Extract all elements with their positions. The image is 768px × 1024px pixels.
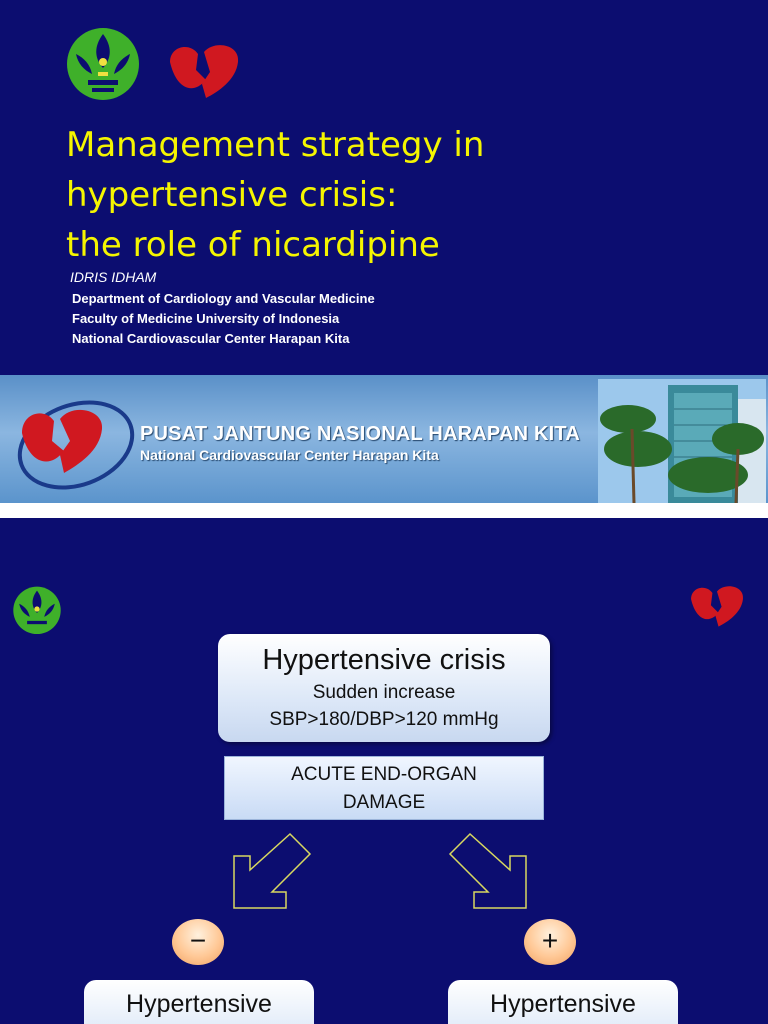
affiliation-line: National Cardiovascular Center Harapan Kita xyxy=(72,331,350,346)
university-indonesia-logo-icon xyxy=(64,24,142,106)
minus-sign-icon: − xyxy=(172,919,224,965)
harapan-kita-heart-logo-icon xyxy=(688,582,746,630)
hypertensive-urgency-box: Hypertensive xyxy=(84,980,314,1024)
arrow-down-left-icon xyxy=(228,830,314,912)
title-line: the role of nicardipine xyxy=(66,225,440,265)
title-line: hypertensive crisis: xyxy=(66,175,398,215)
hypertensive-emergency-box: Hypertensive xyxy=(448,980,678,1024)
slide-separator xyxy=(0,503,768,518)
author-name: IDRIS IDHAM xyxy=(70,269,157,285)
banner-title: PUSAT JANTUNG NASIONAL HARAPAN KITA xyxy=(140,423,580,445)
damage-label-line: ACUTE END-ORGAN xyxy=(291,764,477,785)
banner-heart-logo-icon xyxy=(14,393,138,493)
end-organ-damage-box xyxy=(224,756,544,820)
crisis-title: Hypertensive crisis xyxy=(262,644,506,676)
title-line: Management strategy in xyxy=(66,125,485,165)
arrow-down-right-icon xyxy=(446,830,532,912)
affiliation-line: Department of Cardiology and Vascular Medicine xyxy=(72,291,375,306)
plus-sign-icon: + xyxy=(524,919,576,965)
diagram-slide xyxy=(0,518,768,1024)
university-indonesia-logo-icon xyxy=(10,584,64,638)
hypertensive-crisis-box xyxy=(218,634,550,742)
presentation-title xyxy=(66,120,586,270)
banner-subtitle: National Cardiovascular Center Harapan Kita xyxy=(140,447,439,463)
crisis-threshold: SBP>180/DBP>120 mmHg xyxy=(269,709,499,730)
harapan-kita-heart-logo-icon xyxy=(166,40,242,102)
title-slide xyxy=(0,0,768,375)
damage-label-line: DAMAGE xyxy=(342,792,426,813)
hospital-building-photo xyxy=(598,379,766,503)
hospital-banner xyxy=(0,375,768,503)
crisis-description: Sudden increase xyxy=(312,682,456,703)
affiliation-line: Faculty of Medicine University of Indonesia xyxy=(72,311,340,326)
